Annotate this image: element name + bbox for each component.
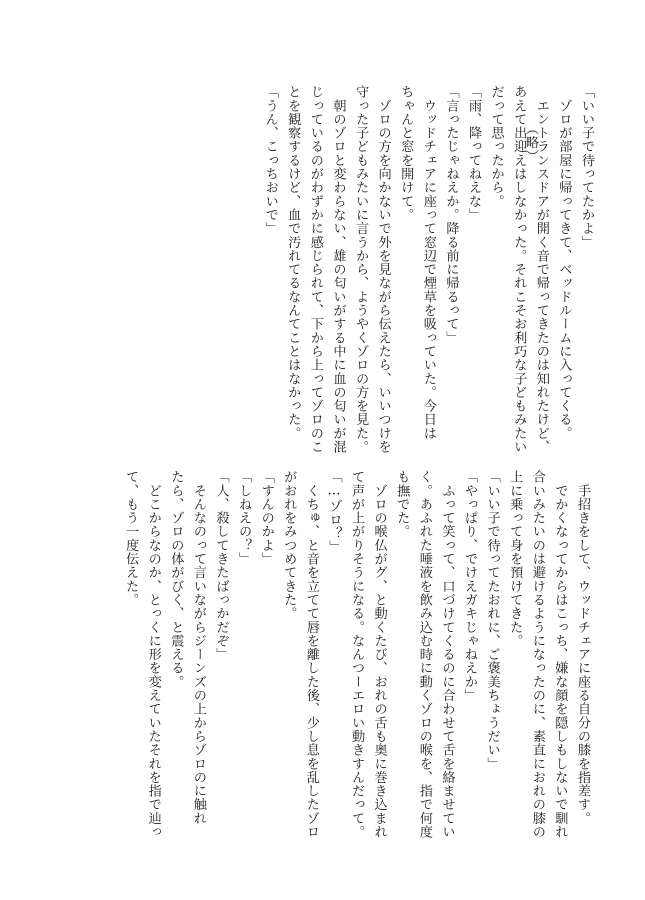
text-line: 「やっぱり、でけえガキじゃねえか」: [462, 470, 478, 703]
text-line: 「…ゾロ？」: [326, 470, 342, 554]
text-line: 「しねえの？」: [236, 470, 252, 566]
text-line: 「うん、こっちおいで」: [262, 85, 278, 236]
lower-text-block: [119, 470, 593, 839]
text-line: 「いい子で待ってたおれに、ご褒美ちょうだい」: [484, 470, 500, 771]
text-line: ゾロの方を向かないで外を見ながら伝えたら、いいつけを: [375, 85, 391, 454]
text-line: ふって笑って、口づけてくるのに合わせて舌を絡ませてい: [439, 470, 455, 839]
text-line: あえて出迎えはしなかった。それこそお利巧な子どもみたい: [511, 85, 527, 454]
text-line: 手招きをして、ウッドチェアに座る自分の膝を指差す。: [575, 470, 590, 825]
text-line: 朝のゾロと変わらない、雄の匂いがする中に血の匂いが混: [330, 85, 346, 454]
text-line: くちゅ、と音を立てて唇を離した後、少し息を乱したゾロ: [303, 470, 319, 839]
text-line: ゾロが部屋に帰ってきて、ベッドルームに入ってくる。: [556, 85, 572, 440]
text-line: そんなのって言いながらジーンズの上からゾロのに触れ: [190, 470, 206, 825]
text-line: 「すんのかよ」: [258, 470, 274, 566]
text-line: て、もう一度伝えた。: [123, 470, 139, 607]
text-line: どこからなのか、とっくに形を変えていたそれを指で辿っ: [145, 470, 161, 839]
text-line: たら、ゾロの体がびく、と震える。: [168, 470, 184, 689]
text-line: だって思ったから。: [488, 85, 504, 208]
omission-heading: （略）: [523, 122, 538, 163]
text-line: 「いい子で待ってたかよ」: [579, 85, 594, 249]
text-line: も撫でた。: [394, 470, 410, 539]
upper-text-block: [258, 85, 597, 454]
text-line: でかくなってからはこっち、嫌な顔を隠しもしないで馴れ: [552, 470, 568, 839]
text-line: 合いみたいのは避けるようになったのに、素直におれの膝の: [529, 470, 545, 839]
text-line: 守った子どもみたいに言うから、ようやくゾロの方を見た。: [353, 85, 369, 454]
text-line: ゾロの喉仏がグ、と動くたび、おれの舌も奥に巻き込まれ: [371, 470, 387, 839]
text-line: ウッドチェアに座って窓辺で煙草を吸っていた。今日は: [420, 85, 436, 440]
text-line: 「言ったじゃねえか。降る前に帰るって」: [443, 85, 459, 345]
text-line: エントランスドアが開く音で帰ってきたのは知れたけど、: [533, 85, 549, 454]
text-line: 「雨、降ってねえな」: [466, 85, 482, 222]
text-line: く。あふれた唾液を飲み込む時に動くゾロの喉を、指で何度: [416, 470, 432, 839]
text-line: がおれをみつめてきた。: [281, 470, 297, 621]
text-line: とを観察するけど、血で汚れてるなんてことはなかった。: [285, 85, 301, 440]
text-line: 上に乗って身を預けてきた。: [507, 470, 523, 648]
text-line: て声が上がりそうになる。なんつーエロい動きすんだって。: [349, 470, 365, 839]
text-line: 「人、殺してきたばっかだぞ」: [213, 470, 229, 662]
text-line: ちゃんと窓を開けて。: [398, 85, 414, 222]
text-line: じっているのがわずかに感じられて、下から上ってゾロのこ: [307, 85, 323, 454]
